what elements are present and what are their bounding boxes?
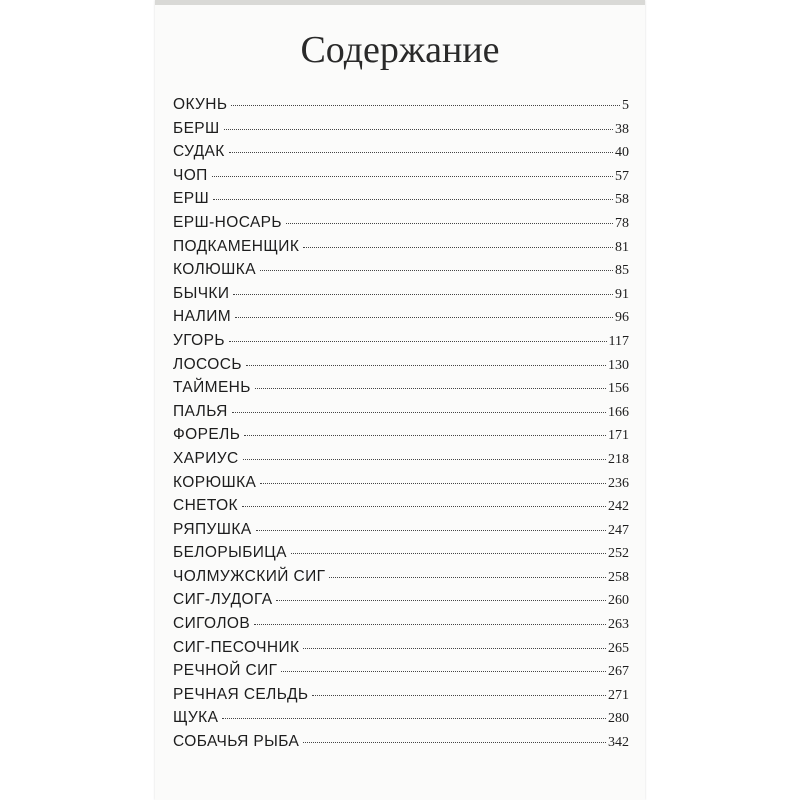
dot-leader [303,648,606,649]
dot-leader [303,247,613,248]
toc-entry-page-number: 252 [608,546,629,562]
toc-entry-page-number: 156 [608,381,629,397]
toc-entry-title: НАЛИМ [173,308,232,326]
toc-entry-title: ЧОЛМУЖСКИЙ СИГ [173,567,326,585]
toc-entry-page-number: 342 [608,735,629,751]
toc-entry-title: ПАЛЬЯ [173,402,228,420]
toc-entry-page-number: 247 [608,522,629,538]
dot-leader [260,483,606,484]
toc-entry-page-number: 271 [608,687,629,703]
dot-leader [242,506,606,507]
toc-entry-page-number: 81 [615,239,629,255]
toc-entry[interactable] [173,662,629,686]
toc-entry-title: БЕРШ [173,119,220,137]
toc-entry-page-number: 218 [608,451,629,467]
toc-entry-page-number: 96 [615,310,629,326]
toc-entry[interactable] [173,450,629,474]
toc-entry[interactable] [173,261,629,285]
dot-leader [229,152,613,153]
toc-entry-page-number: 38 [615,121,629,137]
toc-entry-page-number: 78 [615,215,629,231]
toc-entry[interactable] [173,120,629,144]
dot-leader [281,671,606,672]
toc-entry-page-number: 260 [608,593,629,609]
toc-entry-title: ЩУКА [173,709,219,727]
toc-entry-page-number: 117 [608,333,629,349]
toc-entry-title: СУДАК [173,143,225,161]
toc-entry-page-number: 236 [608,475,629,491]
toc-entry[interactable] [173,214,629,238]
toc-entry-title: ЕРШ-НОСАРЬ [173,213,282,231]
dot-leader [312,695,606,696]
dot-leader [244,435,606,436]
toc-entry-page-number: 91 [615,286,629,302]
toc-entry-title: СИГ-ЛУДОГА [173,591,273,609]
toc-entry[interactable] [173,615,629,639]
toc-entry[interactable] [173,167,629,191]
dot-leader [212,176,613,177]
dot-leader [286,223,613,224]
toc-entry[interactable] [173,308,629,332]
toc-entry-page-number: 166 [608,404,629,420]
toc-entry[interactable] [173,143,629,167]
toc-entry-title: СИГОЛОВ [173,615,251,633]
toc-entry[interactable] [173,521,629,545]
toc-entry-page-number: 258 [608,569,629,585]
dot-leader [260,270,613,271]
toc-entry[interactable] [173,332,629,356]
dot-leader [233,294,613,295]
dot-leader [329,577,606,578]
toc-entry-title: КОЛЮШКА [173,261,256,279]
toc-entry[interactable] [173,497,629,521]
dot-leader [213,199,613,200]
toc-entry[interactable] [173,568,629,592]
toc-entry-title: ПОДКАМЕНЩИК [173,237,300,255]
dot-leader [255,388,606,389]
dot-leader [222,718,606,719]
toc-entry-page-number: 263 [608,617,629,633]
dot-leader [243,459,606,460]
dot-leader [224,129,613,130]
toc-entry[interactable] [173,285,629,309]
toc-entry[interactable] [173,379,629,403]
toc-entry-title: ОКУНЬ [173,96,228,113]
dot-leader [235,317,613,318]
table-of-contents [173,96,629,757]
toc-entry-page-number: 130 [608,357,629,373]
dot-leader [276,600,606,601]
toc-entry-title: БЫЧКИ [173,284,230,302]
toc-entry-page-number: 280 [608,711,629,727]
toc-entry-title: ЕРШ [173,190,210,208]
toc-entry-title: СНЕТОК [173,497,238,515]
toc-entry[interactable] [173,709,629,733]
dot-leader [256,530,606,531]
dot-leader [303,742,606,743]
toc-entry[interactable] [173,733,629,757]
toc-entry[interactable] [173,591,629,615]
toc-entry[interactable] [173,356,629,380]
toc-entry[interactable] [173,639,629,663]
toc-entry[interactable] [173,474,629,498]
dot-leader [246,365,606,366]
toc-entry-title: СИГ-ПЕСОЧНИК [173,638,300,656]
dot-leader [229,341,607,342]
toc-entry-title: ЛОСОСЬ [173,355,242,373]
toc-entry[interactable] [173,190,629,214]
toc-entry[interactable] [173,96,629,120]
toc-entry-title: ХАРИУС [173,449,239,467]
toc-entry[interactable] [173,686,629,710]
toc-entry[interactable] [173,544,629,568]
toc-entry-page-number: 57 [615,168,629,184]
page-title: Содержание [300,29,500,71]
dot-leader [231,105,620,106]
toc-entry-title: РЕЧНАЯ СЕЛЬДЬ [173,685,309,703]
dot-leader [254,624,606,625]
toc-entry[interactable] [173,403,629,427]
book-page [155,0,645,800]
toc-entry-title: РЯПУШКА [173,520,252,538]
toc-entry-title: УГОРЬ [173,331,225,349]
dot-leader [291,553,606,554]
dot-leader [232,412,606,413]
toc-entry-page-number: 58 [615,192,629,208]
toc-entry-title: РЕЧНОЙ СИГ [173,662,278,680]
toc-entry-page-number: 265 [608,640,629,656]
toc-entry-page-number: 5 [622,98,629,113]
toc-entry[interactable] [173,238,629,262]
toc-entry-page-number: 40 [615,145,629,161]
toc-entry-page-number: 242 [608,499,629,515]
toc-entry-page-number: 85 [615,263,629,279]
toc-entry-title: СОБАЧЬЯ РЫБА [173,733,300,751]
toc-entry-title: БЕЛОРЫБИЦА [173,544,287,562]
toc-entry-title: КОРЮШКА [173,473,257,491]
toc-entry[interactable] [173,426,629,450]
page-top-edge [155,0,645,5]
toc-entry-page-number: 267 [608,664,629,680]
toc-entry-title: ТАЙМЕНЬ [173,379,251,397]
toc-entry-title: ФОРЕЛЬ [173,426,241,444]
toc-entry-title: ЧОП [173,166,208,184]
toc-entry-page-number: 171 [608,428,629,444]
